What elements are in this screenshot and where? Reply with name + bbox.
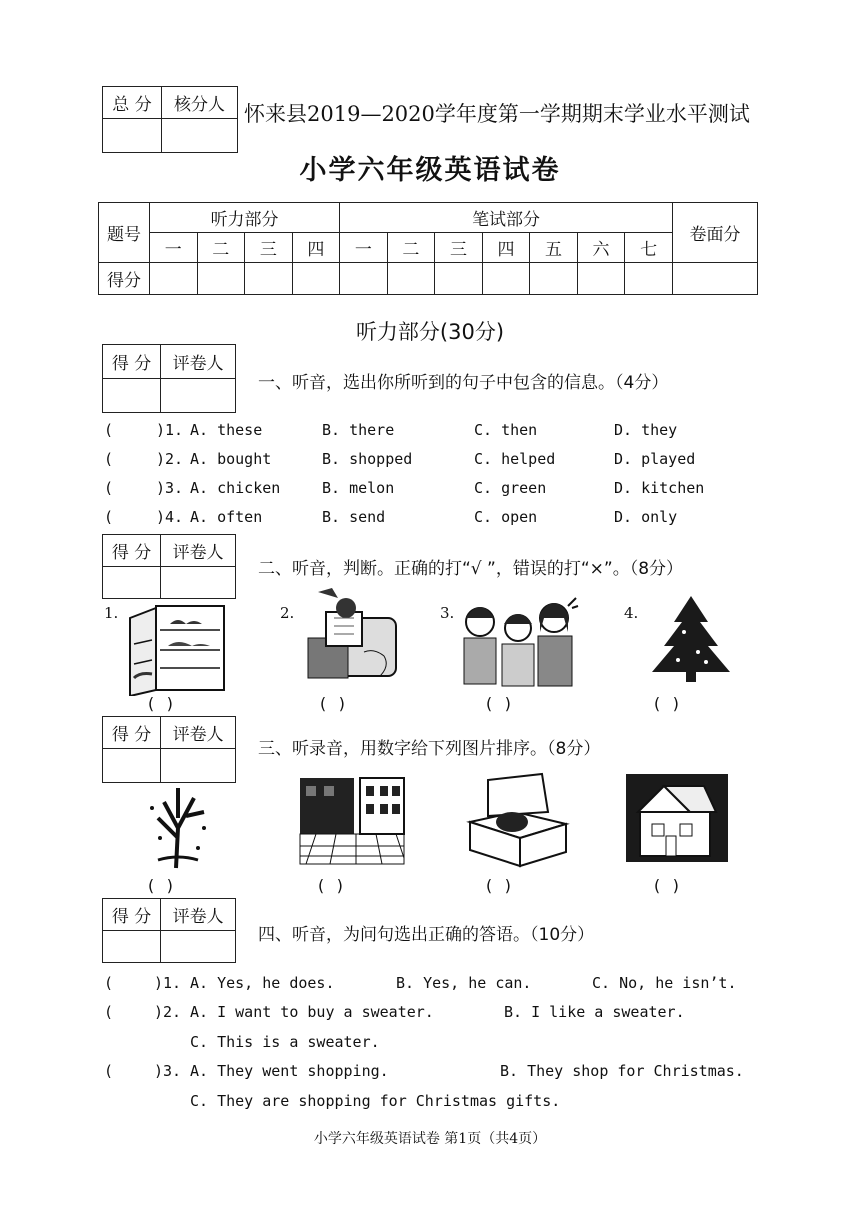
listening-part-title: 听力部分(30分) xyxy=(355,320,505,344)
answer-blank[interactable]: ( xyxy=(104,1062,114,1080)
writing-col: 六 xyxy=(577,233,625,263)
option-c: C. helped xyxy=(474,450,556,468)
writing-col: 三 xyxy=(435,233,483,263)
grader-label: 评卷人 xyxy=(161,717,236,749)
listening-col: 二 xyxy=(197,233,245,263)
writing-header: 笔试部分 xyxy=(340,203,673,233)
grader-box-2 xyxy=(102,534,236,599)
option-d: D. played xyxy=(614,450,696,468)
row-label-score: 得分 xyxy=(99,263,150,295)
gift-box-picture xyxy=(456,772,580,868)
section-4-heading: 四、听音，为问句选出正确的答语。（10分） xyxy=(258,925,595,945)
score-cell[interactable] xyxy=(103,379,161,413)
question-number: )2. xyxy=(154,1003,182,1021)
answer-blank[interactable]: ( ) xyxy=(316,876,345,895)
grader-label: 评卷人 xyxy=(161,345,236,379)
option-b: B. Yes, he can. xyxy=(396,974,532,992)
answer-blank[interactable]: ( ) xyxy=(652,876,681,895)
grader-cell[interactable] xyxy=(161,567,236,599)
question-number: )3. xyxy=(154,1062,182,1080)
item-number: 1. xyxy=(104,604,119,622)
option-a: A. these xyxy=(190,421,263,439)
answer-blank[interactable]: ( ) xyxy=(146,694,175,713)
paper-total-header: 卷面分 xyxy=(673,203,758,263)
score-cell[interactable] xyxy=(292,263,340,295)
section-1-heading: 一、听音，选出你所听到的句子中包含的信息。（4分） xyxy=(258,373,669,393)
writing-col: 五 xyxy=(530,233,578,263)
grader-cell[interactable] xyxy=(161,379,236,413)
refrigerator-picture xyxy=(126,604,228,696)
total-score-cell[interactable] xyxy=(673,263,758,295)
option-b: B. They shop for Christmas. xyxy=(500,1062,744,1080)
option-b: B. melon xyxy=(322,479,395,497)
score-label: 得 分 xyxy=(103,535,161,567)
score-cell[interactable] xyxy=(577,263,625,295)
score-cell[interactable] xyxy=(245,263,293,295)
listening-header: 听力部分 xyxy=(150,203,340,233)
answer-blank[interactable]: ( ) xyxy=(318,694,347,713)
option-b: B. send xyxy=(322,508,386,526)
answer-blank[interactable]: ( ) xyxy=(146,876,175,895)
option-c: C. then xyxy=(474,421,538,439)
grader-box-3 xyxy=(102,716,236,783)
option-b: B. I like a sweater. xyxy=(504,1003,685,1021)
buildings-picture xyxy=(296,774,408,866)
grader-box-1 xyxy=(102,344,236,413)
exam-subtitle: 小学六年级英语试卷 xyxy=(299,155,561,186)
listening-col: 四 xyxy=(292,233,340,263)
option-a: A. I want to buy a sweater. xyxy=(190,1003,434,1021)
option-b: B. shopped xyxy=(322,450,413,468)
question-number: )1. xyxy=(156,421,184,439)
writing-col: 四 xyxy=(482,233,530,263)
grader-box-4 xyxy=(102,898,236,963)
option-b: B. there xyxy=(322,421,395,439)
option-c: C. They are shopping for Christmas gifts. xyxy=(190,1092,561,1110)
answer-blank[interactable]: ( ) xyxy=(652,694,681,713)
option-d: D. they xyxy=(614,421,678,439)
score-label: 得 分 xyxy=(103,899,161,931)
answer-blank[interactable]: ( xyxy=(104,508,114,526)
house-picture xyxy=(624,772,730,864)
option-c: C. green xyxy=(474,479,547,497)
question-number: )3. xyxy=(156,479,184,497)
section-3-heading: 三、听录音，用数字给下列图片排序。（8分） xyxy=(258,739,601,759)
option-c: C. No, he isn’t. xyxy=(592,974,737,992)
score-cell[interactable] xyxy=(150,263,198,295)
total-score-label: 总 分 xyxy=(103,87,162,119)
score-cell[interactable] xyxy=(197,263,245,295)
score-cell[interactable] xyxy=(103,567,161,599)
bare-tree-picture xyxy=(138,778,218,872)
answer-blank[interactable]: ( xyxy=(104,421,114,439)
answer-blank[interactable]: ( xyxy=(104,974,114,992)
option-a: A. They went shopping. xyxy=(190,1062,389,1080)
item-number: 2. xyxy=(280,604,295,622)
answer-blank[interactable]: ( ) xyxy=(484,694,513,713)
question-number: )1. xyxy=(154,974,182,992)
row-label-question: 题号 xyxy=(99,203,150,263)
score-cell[interactable] xyxy=(103,931,161,963)
exam-header-title: 怀来县2019—2020学年度第一学期期末学业水平测试 xyxy=(244,102,750,126)
score-cell[interactable] xyxy=(625,263,673,295)
question-number: )4. xyxy=(156,508,184,526)
section-2-heading: 二、听音，判断。正确的打“√ ”，错误的打“×”。（8分） xyxy=(258,559,684,579)
score-cell[interactable] xyxy=(530,263,578,295)
grader-cell[interactable] xyxy=(161,931,236,963)
total-score-box xyxy=(102,86,238,153)
grader-label: 评卷人 xyxy=(161,899,236,931)
writing-col: 一 xyxy=(340,233,388,263)
answer-blank[interactable]: ( ) xyxy=(484,876,513,895)
christmas-tree-picture xyxy=(644,592,738,684)
score-label: 得 分 xyxy=(103,717,161,749)
writing-col: 二 xyxy=(387,233,435,263)
writing-col: 七 xyxy=(625,233,673,263)
score-cell[interactable] xyxy=(387,263,435,295)
score-table xyxy=(98,202,758,295)
option-d: D. only xyxy=(614,508,678,526)
three-children-picture xyxy=(460,592,580,688)
answer-blank[interactable]: ( xyxy=(104,479,114,497)
option-a: A. Yes, he does. xyxy=(190,974,335,992)
option-a: A. chicken xyxy=(190,479,281,497)
question-number: )2. xyxy=(156,450,184,468)
page-footer: 小学六年级英语试卷 第1页（共4页） xyxy=(313,1131,547,1147)
score-cell[interactable] xyxy=(435,263,483,295)
listening-col: 一 xyxy=(150,233,198,263)
option-a: A. bought xyxy=(190,450,272,468)
item-number: 4. xyxy=(624,604,639,622)
grader-label: 评卷人 xyxy=(161,535,236,567)
answer-blank[interactable]: ( xyxy=(104,1003,114,1021)
option-a: A. often xyxy=(190,508,263,526)
boy-on-sofa-picture xyxy=(304,588,400,686)
option-d: D. kitchen xyxy=(614,479,705,497)
score-label: 得 分 xyxy=(103,345,161,379)
answer-blank[interactable]: ( xyxy=(104,450,114,468)
item-number: 3. xyxy=(440,604,455,622)
option-c: C. open xyxy=(474,508,538,526)
option-c: C. This is a sweater. xyxy=(190,1033,380,1051)
listening-col: 三 xyxy=(245,233,293,263)
score-cell[interactable] xyxy=(482,263,530,295)
checker-label: 核分人 xyxy=(162,87,238,119)
score-cell[interactable] xyxy=(340,263,388,295)
